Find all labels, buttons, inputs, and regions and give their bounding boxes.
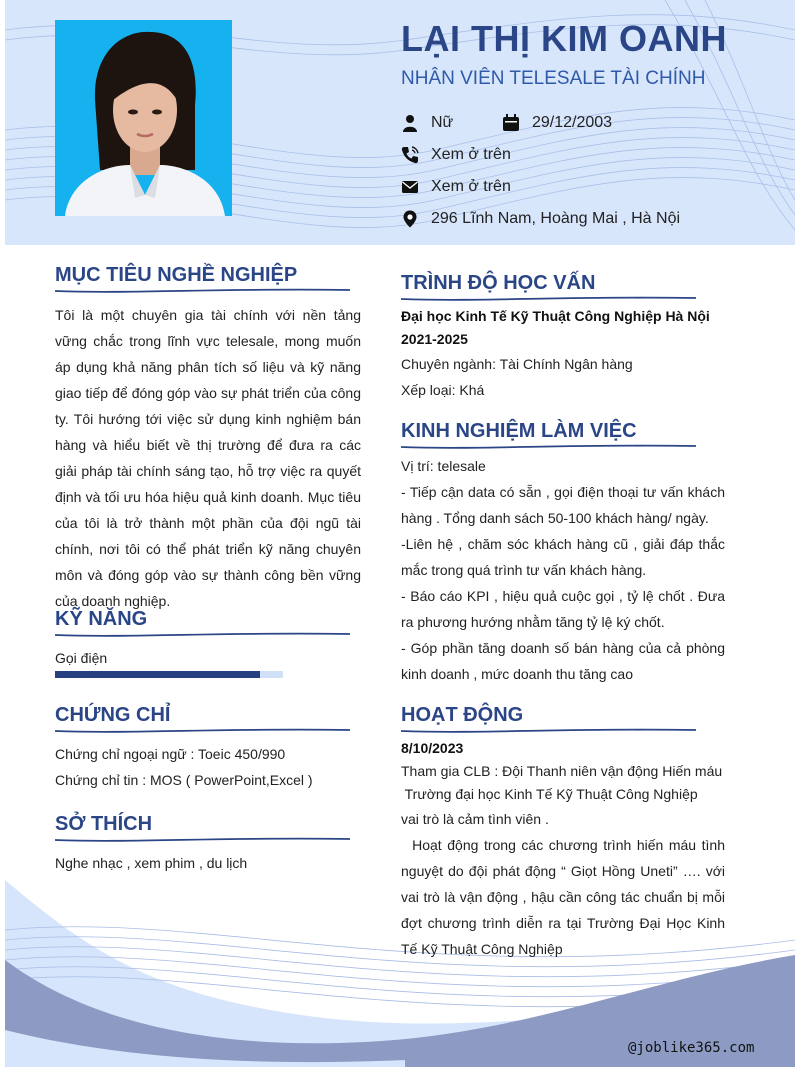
education-grade: Xếp loại: Khá	[401, 382, 485, 398]
candidate-name: LẠI THỊ KIM OANH	[401, 18, 727, 59]
skill-bar-fill	[55, 671, 260, 678]
phone-value: Xem ở trên	[431, 146, 511, 163]
experience-duties: - Tiếp cận data có sẵn , gọi điện thoại tư vấn khách hàng . Tổng danh sách 50-100 khách hàng/ ngày. -Liên hệ , chăm sóc khách hàng cũ , giải đáp thắc mắc trong quá trình tư vấn khách hàng. - Báo cáo KPI , hiệu quả cuộc gọi , tỷ lệ chốt . Đưa ra phương hướng nhằm tăng tỷ lệ ký chốt. - Góp phần tăng doanh số bán hàng của cả phòng kinh doanh , mức doanh thu tăng cao	[401, 484, 725, 682]
objective-text: Tôi là một chuyên gia tài chính với nền tảng vững chắc trong lĩnh vực telesale, mong muốn áp dụng khả năng phân tích số liệu và kỹ năng giao tiếp để đóng góp vào sự phát triển của công ty. Tôi hướng tới việc sử dụng kinh nghiệm bán hàng và hiểu biết về thị trường để đưa ra các giải pháp tài chính sáng tạo, hỗ trợ việc ra quyết định và tối ưu hóa hiệu quả kinh doanh. Mục tiêu của tôi là trở thành một phần của đội ngũ tài chính, nơi tôi có thể phát triển kỹ năng chuyên môn và đóng góp vào sự thành công bền vững của doanh nghiệp.	[55, 307, 361, 609]
gender-row	[401, 111, 453, 135]
resume-page	[5, 0, 795, 1067]
birthdate-value: 29/12/2003	[532, 114, 613, 131]
activities-heading: HOẠT ĐỘNG	[401, 704, 524, 726]
candidate-job-title: NHÂN VIÊN TELESALE TÀI CHÍNH	[401, 68, 706, 89]
objective-underline	[55, 286, 355, 296]
email-value: Xem ở trên	[431, 178, 511, 195]
skills-underline	[55, 630, 355, 640]
objective-heading: MỤC TIÊU NGHỀ NGHIỆP	[55, 264, 298, 286]
education-underline	[401, 294, 701, 304]
address-row	[401, 207, 680, 231]
watermark: @joblike365.com	[628, 1040, 755, 1056]
skill-label: Gọi điện	[55, 650, 108, 666]
user-icon	[401, 114, 419, 132]
activity-date: 8/10/2023	[401, 740, 464, 756]
activity-line: Tham gia CLB : Đội Thanh niên vận động Hiến máu	[401, 763, 723, 779]
hobbies-underline	[55, 835, 355, 845]
experience-position: Vị trí: telesale	[401, 458, 486, 474]
phone-row	[401, 143, 511, 167]
map-pin-icon	[401, 210, 419, 228]
activities-underline	[401, 726, 701, 736]
experience-heading: KINH NGHIỆM LÀM VIỆC	[401, 420, 637, 442]
skill-bar	[55, 671, 283, 678]
certificate-item: Chứng chỉ ngoại ngữ : Toeic 450/990	[55, 746, 286, 762]
activity-line: vai trò là cảm tình viên .	[401, 811, 549, 827]
activity-line: Trường đại học Kinh Tế Kỹ Thuật Công Nghiệp	[401, 786, 698, 802]
hobbies-heading: SỞ THÍCH	[55, 813, 153, 835]
calendar-icon	[502, 114, 520, 132]
certificates-underline	[55, 726, 355, 736]
activity-description: Hoạt động trong các chương trình hiến máu tình nguyệt do đội phát động “ Giọt Hồng Uneti” …. với vai trò là vận động , hậu cần công tác chuẩn bị mỗi đợt chương trình diễn ra tại Trường Đại Học Kinh Tế Kỹ Thuật Công Nghiệp	[401, 837, 729, 957]
email-row	[401, 175, 511, 199]
education-major: Chuyên ngành: Tài Chính Ngân hàng	[401, 356, 633, 372]
skills-heading: KỸ NĂNG	[55, 608, 148, 630]
gender-value: Nữ	[431, 114, 454, 131]
header-band	[5, 0, 795, 245]
profile-photo	[55, 20, 232, 216]
education-years: 2021-2025	[401, 331, 468, 347]
envelope-icon	[401, 178, 419, 196]
phone-icon	[401, 146, 419, 164]
education-heading: TRÌNH ĐỘ HỌC VẤN	[401, 272, 596, 294]
hobbies-text: Nghe nhạc , xem phim , du lịch	[55, 855, 248, 871]
certificate-item: Chứng chỉ tin : MOS ( PowerPoint,Excel )	[55, 772, 313, 788]
birthdate-row	[502, 111, 612, 135]
education-school: Đại học Kinh Tế Kỹ Thuật Công Nghiệp Hà Nội	[401, 308, 710, 324]
certificates-heading: CHỨNG CHỈ	[55, 704, 171, 726]
address-value: 296 Lĩnh Nam, Hoàng Mai , Hà Nội	[431, 210, 681, 227]
experience-underline	[401, 442, 701, 452]
